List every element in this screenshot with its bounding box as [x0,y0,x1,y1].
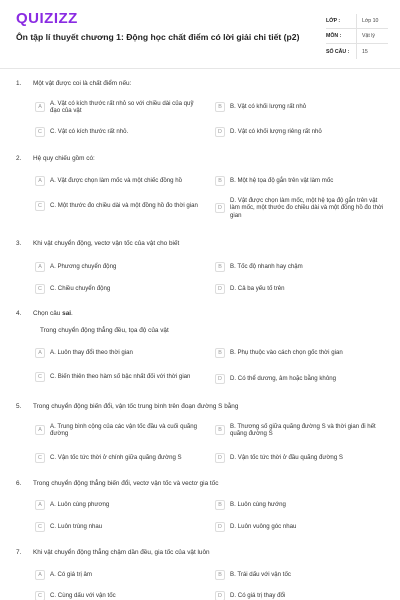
option-d[interactable] [215,197,387,219]
option-a[interactable] [35,176,205,186]
option-text: A. Luôn thay đổi theo thời gian [50,349,133,357]
option-text: B. Trái dấu với vận tốc [230,571,291,579]
option-letter-box: D [215,522,225,532]
option-c[interactable] [35,591,205,600]
option-b[interactable] [215,176,387,186]
option-letter-box: C [35,372,45,382]
option-letter-box: D [215,591,225,600]
question-text: Trong chuyển động thẳng biến đổi, vectơ vận tốc và vectơ gia tốc [33,480,219,487]
meta-label: MÔN : [326,33,342,39]
question-text: Hệ quy chiếu gồm có: [33,155,95,162]
option-letter-box: B [215,102,225,112]
meta-value: Vật lý [362,33,375,39]
option-text: A. Phương chuyển động [50,263,117,271]
option-text: B. Phụ thuộc vào cách chọn gốc thời gian [230,349,343,357]
option-text: A. Có giá trị âm [50,571,92,579]
option-letter-box: B [215,500,225,510]
question-text [33,310,373,319]
question-number: 2. [16,155,22,162]
option-letter-box: B [215,348,225,358]
meta-value: Lớp 10 [362,18,379,24]
option-c[interactable] [35,284,205,294]
question-text-prefix: Chọn câu [33,310,63,317]
option-text: D. Luôn vuông góc nhau [230,523,297,531]
option-c[interactable] [35,453,205,463]
meta-row-class [326,14,388,29]
option-text: B. Thương số giữa quãng đường S và thời gian đi hết quãng đường S [230,423,376,438]
option-b[interactable] [215,570,387,580]
option-text: D. Vận tốc tức thời ở đầu quãng đường S [230,454,343,462]
meta-label: LỚP : [326,18,341,24]
question-subtext: Trong chuyển động thẳng đều, tọa độ của vật [40,327,169,334]
option-b[interactable] [215,423,387,438]
option-c[interactable] [35,201,205,211]
option-d[interactable] [215,127,387,137]
option-letter-box: C [35,127,45,137]
meta-label: SỐ CÂU : [326,48,350,55]
question-text: Một vật được coi là chất điểm nếu: [33,80,132,87]
option-text: D. Có thể dương, âm hoặc bằng không [230,375,336,383]
question-number: 4. [16,310,22,317]
option-text: A. Luôn cùng phương [50,501,110,509]
option-letter-box: A [35,102,45,112]
option-text: B. Một hệ tọa độ gắn trên vật làm mốc [230,177,334,185]
option-letter-box: A [35,348,45,358]
option-d[interactable] [215,591,387,600]
option-b[interactable] [215,262,387,272]
option-d[interactable] [215,284,387,294]
option-text: B. Luôn cùng hướng [230,501,286,509]
option-b[interactable] [215,102,387,112]
worksheet-header [0,0,400,66]
option-letter-box: A [35,425,45,435]
option-text: C. Một thước đo chiều dài và một đồng hồ đo thời gian [50,202,198,210]
option-a[interactable] [35,500,205,510]
option-letter-box: A [35,176,45,186]
question-number: 6. [16,480,22,487]
meta-row-count [326,44,388,59]
option-b[interactable] [215,500,387,510]
question-text-bold: sai [62,310,72,317]
option-text: D. Có giá trị thay đổi [230,592,286,600]
option-letter-box: C [35,453,45,463]
option-text: A. Trung bình cộng của các vận tốc đầu và cuối quãng đường [50,423,198,438]
option-text: A. Vật có kích thước rất nhỏ so với chiều dài của quỹ đạo của vật [50,100,194,115]
option-c[interactable] [35,372,205,382]
question-number: 3. [16,240,22,247]
option-text: C. Vật có kích thước rất nhỏ. [50,128,129,136]
option-d[interactable] [215,453,387,463]
question-text: Khi vật chuyển động, vectơ vận tốc của vật cho biết [33,240,180,247]
option-letter-box: C [35,284,45,294]
option-text: B. Tốc độ nhanh hay chậm [230,263,303,271]
option-letter-box: D [215,374,225,384]
option-letter-box: D [215,203,225,213]
question-number: 1. [16,80,22,87]
option-letter-box: D [215,127,225,137]
option-a[interactable] [35,100,205,115]
option-text: D. Vật được chọn làm mốc, một hệ tọa độ gắn trên vật làm mốc, một thước đo chiều dài và một đồng hồ đo thời gian [230,197,384,219]
option-letter-box: D [215,284,225,294]
quizizz-logo: QUIZIZZ [16,10,78,27]
meta-row-subject [326,29,388,44]
option-text: D. Vật có khối lượng riêng rất nhỏ [230,128,322,136]
header-divider [0,68,400,69]
question-text-suffix: . [71,310,73,317]
option-text: C. Vận tốc tức thời ở chính giữa quãng đường S [50,454,182,462]
option-letter-box: A [35,500,45,510]
option-letter-box: B [215,570,225,580]
option-letter-box: C [35,591,45,600]
meta-table [326,14,388,59]
option-c[interactable] [35,127,205,137]
option-a[interactable] [35,262,205,272]
option-letter-box: A [35,262,45,272]
option-text: C. Biến thiên theo hàm số bậc nhất đối với thời gian [50,373,191,381]
option-letter-box: C [35,201,45,211]
option-text: C. Luôn trùng nhau [50,523,103,531]
option-letter-box: B [215,176,225,186]
option-d[interactable] [215,522,387,532]
option-letter-box: B [215,425,225,435]
question-text: Trong chuyển động biến đổi, vận tốc trung bình trên đoạn đường S bằng [33,403,239,410]
option-letter-box: A [35,570,45,580]
worksheet-title: Ôn tập lí thuyết chương 1: Động học chất điểm có lời giải chi tiết (p2) [16,32,300,42]
option-letter-box: B [215,262,225,272]
option-text: A. Vật được chọn làm mốc và một chiếc đồng hồ [50,177,183,185]
option-text: C. Chiều chuyển động [50,285,111,293]
option-text: C. Cùng dấu với vận tốc [50,592,116,600]
option-letter-box: C [35,522,45,532]
option-a[interactable] [35,423,205,438]
option-text: D. Cả ba yếu tố trên [230,285,285,293]
question-number: 7. [16,549,22,556]
option-a[interactable] [35,348,205,358]
option-b[interactable] [215,348,387,358]
option-letter-box: D [215,453,225,463]
question-text: Khi vật chuyển động thẳng chậm dần đều, gia tốc của vật luôn [33,549,210,556]
option-text: B. Vật có khối lượng rất nhỏ [230,103,307,111]
option-c[interactable] [35,522,205,532]
question-number: 5. [16,403,22,410]
option-a[interactable] [35,570,205,580]
option-d[interactable] [215,374,387,384]
meta-value: 15 [362,48,368,55]
